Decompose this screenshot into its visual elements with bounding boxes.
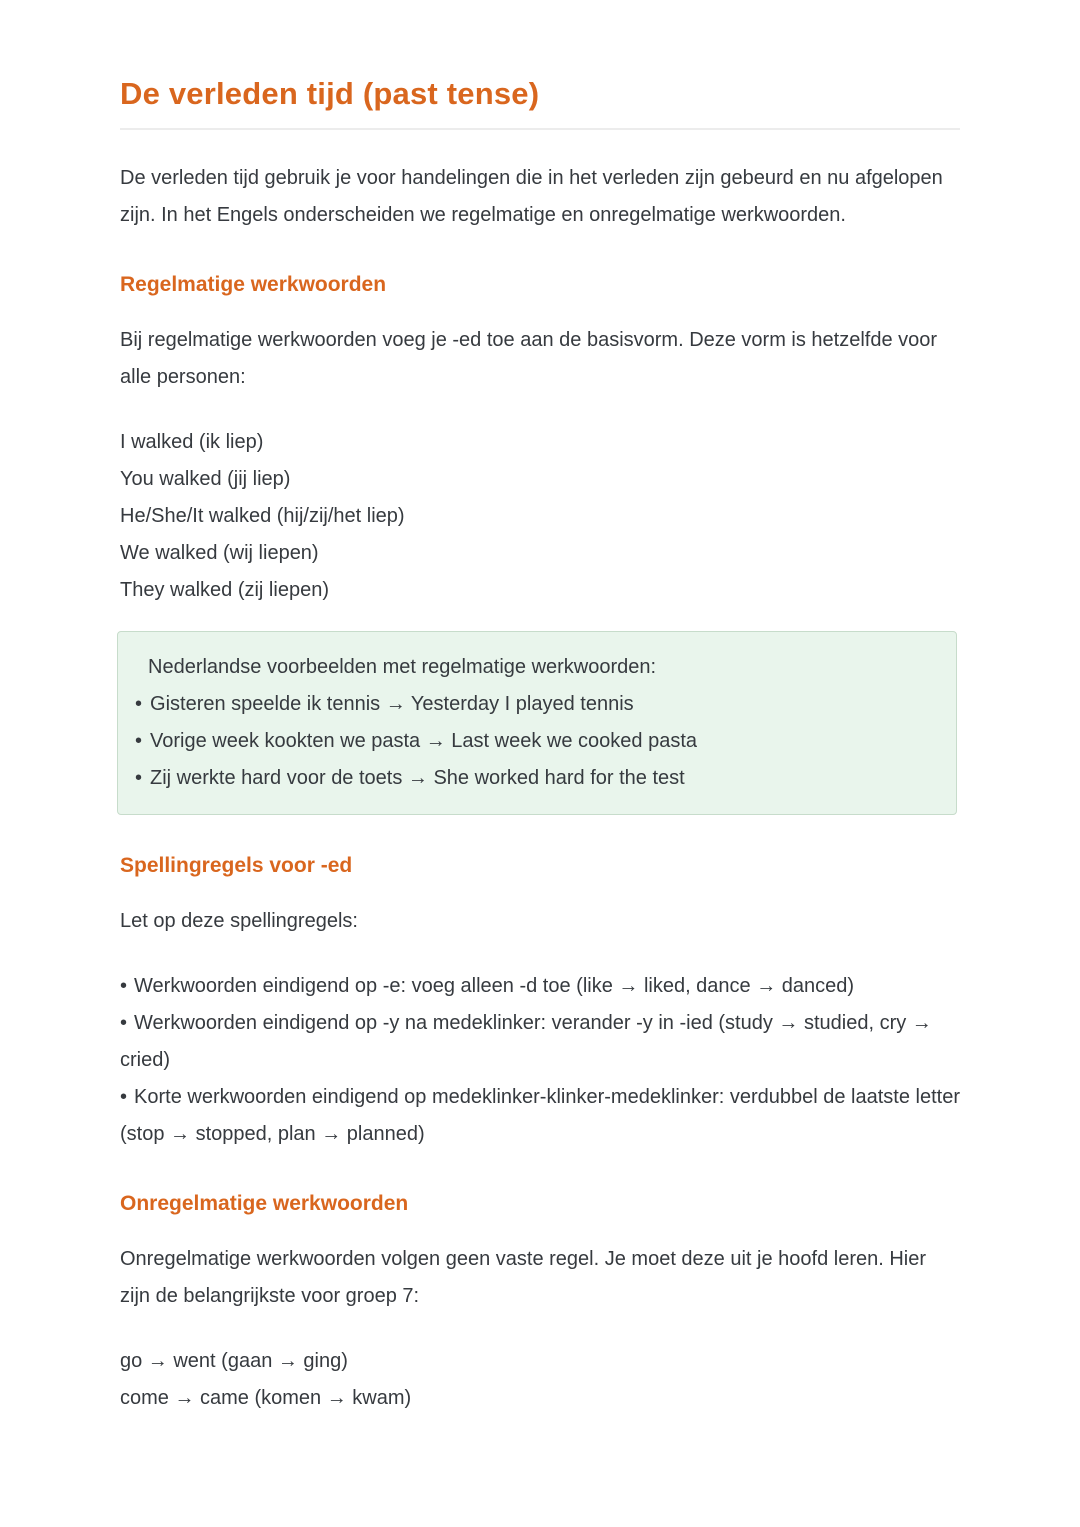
section-heading-spelling: Spellingregels voor -ed [120,854,353,877]
regular-intro: Bij regelmatige werkwoorden voeg je -ed toe aan de basisvorm. Deze vorm is hetzelfde voor alle personen: [120,329,938,388]
spelling-rule [120,1079,960,1153]
verb-example-line: You walked (jij liep) [120,468,291,490]
page-title: De verleden tijd (past tense) [120,76,540,111]
title-divider [120,128,960,130]
box-item-list [135,686,926,797]
irregular-verb-line: go → went (gaan → ging) [120,1350,348,1372]
irregular-intro: Onregelmatige werkwoorden volgen geen vaste regel. Je moet deze uit je hoofd leren. Hier zijn de belangrijkste voor groep 7: [120,1248,927,1307]
box-item-text: Gisteren speelde ik tennis → Yesterday I played tennis [150,693,634,715]
box-item-text: Vorige week kookten we pasta → Last week we cooked pasta [150,730,697,752]
spelling-rule-text: Werkwoorden eindigend op -e: voeg alleen -d toe (like → liked, dance → danced) [134,975,855,997]
irregular-verb-list [120,1343,960,1417]
verb-example-line: He/She/It walked (hij/zij/het liep) [120,505,405,527]
spelling-intro: Let op deze spellingregels: [120,910,358,932]
spelling-rule-text: Korte werkwoorden eindigend op medeklinker-klinker-medeklinker: verdubbel de laatste letter (stop → stopped, plan → planned) [120,1086,961,1145]
verb-example-list [120,424,960,609]
bullet-icon: • [135,693,143,715]
bullet-icon: • [120,1086,128,1108]
intro-paragraph: De verleden tijd gebruik je voor handelingen die in het verleden zijn gebeurd en nu afgelopen zijn. In het Engels onderscheiden we regelmatige en onregelmatige werkwoorden. [120,167,943,226]
bullet-icon: • [120,1012,128,1034]
verb-example-line: We walked (wij liepen) [120,542,319,564]
verb-example-line: They walked (zij liepen) [120,579,329,601]
section-heading-regular: Regelmatige werkwoorden [120,273,387,296]
spelling-rule-text: Werkwoorden eindigend op -y na medeklinker: verander -y in -ied (study → studied, cry → cried) [120,1012,932,1071]
examples-callout-box [117,631,957,815]
box-item-text: Zij werkte hard voor de toets → She worked hard for the test [150,767,685,789]
verb-example-line: I walked (ik liep) [120,431,264,453]
bullet-icon: • [135,767,143,789]
spelling-rule [120,1005,960,1079]
section-heading-irregular: Onregelmatige werkwoorden [120,1192,409,1215]
bullet-icon: • [135,730,143,752]
box-title: Nederlandse voorbeelden met regelmatige werkwoorden: [148,656,657,678]
box-item [135,760,926,797]
spelling-rule [120,968,960,1005]
box-item [135,723,926,760]
bullet-icon: • [120,975,128,997]
box-item [135,686,926,723]
irregular-verb-line: come → came (komen → kwam) [120,1387,412,1409]
